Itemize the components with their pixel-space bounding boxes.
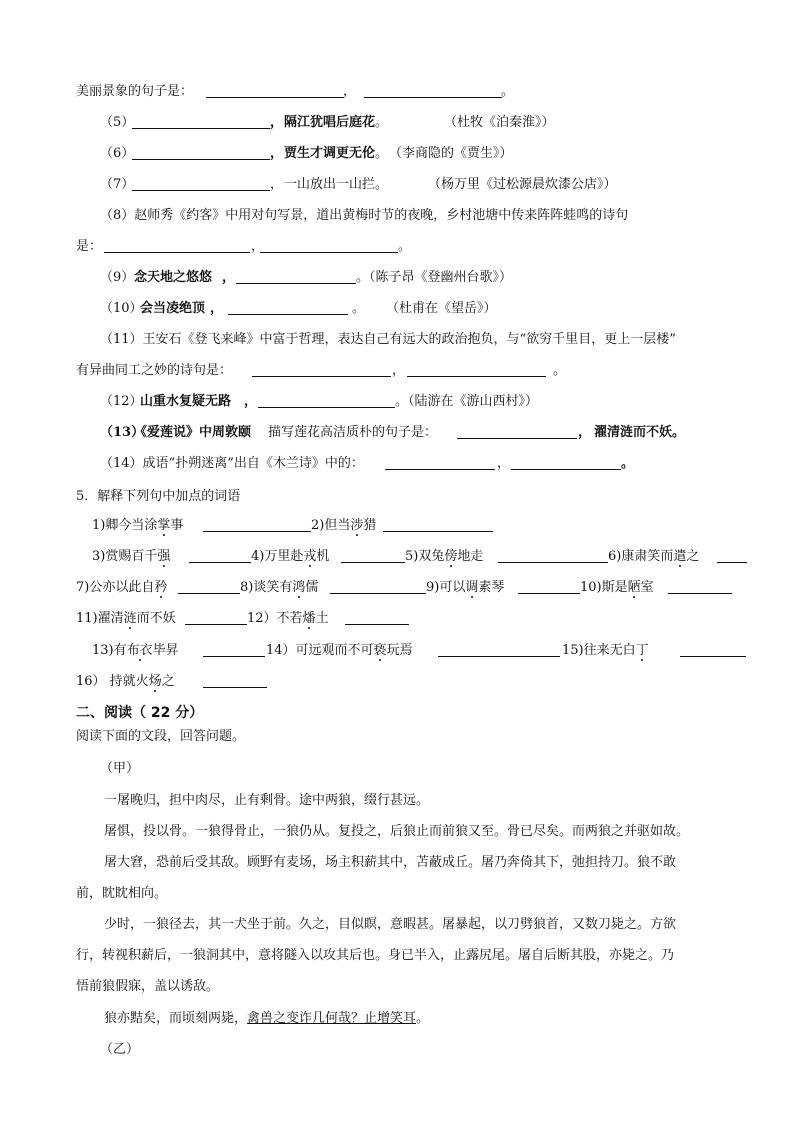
q5-item: 4)万里赴戎机: [251, 549, 330, 564]
text: ，: [578, 425, 592, 440]
item-number: （5）: [100, 115, 135, 130]
text: 是：: [76, 239, 103, 254]
dotted-word: 遣: [673, 549, 687, 564]
text: 5．解释下列句中加点的词语: [76, 489, 241, 504]
text: 有异曲同工之妙的诗句是：: [76, 363, 233, 378]
fill-line-14: [0, 453, 794, 475]
item-number: （9）: [100, 270, 135, 285]
q5-item: 10)斯是陋室: [580, 580, 654, 595]
q5-item: 8)谈笑有鸿儒: [240, 580, 319, 595]
answer-blank[interactable]: [104, 252, 250, 253]
passage-paragraph-cont: [0, 945, 794, 967]
text: ，: [392, 363, 406, 378]
passage-paragraph: [0, 1008, 794, 1030]
text: （甲）: [100, 761, 140, 776]
answer-blank[interactable]: [364, 97, 502, 98]
text: 。: [398, 239, 412, 254]
q5-item: 11)濯清涟而不妖: [76, 611, 176, 626]
passage-paragraph: [0, 790, 794, 812]
dotted-word: 鸿: [292, 580, 306, 595]
text: 屠惧，投以骨。一狼得骨止，一狼仍从。复投之，后狼止而前狼又至。骨已尽矣。而两狼之并驱如故。: [104, 824, 690, 839]
fill-line-9: [0, 267, 794, 289]
answer-blank[interactable]: [407, 376, 546, 377]
text: ，: [270, 146, 284, 161]
verse: 山重水复疑无路: [140, 394, 232, 409]
text: ，: [251, 239, 265, 254]
q5-item: 2)但当涉猎: [311, 518, 377, 533]
section-title: 二、阅读（ 22 分）: [76, 705, 204, 721]
question-8: [0, 205, 794, 227]
verse: 隔江犹唱后庭花: [284, 115, 376, 130]
question-5-title: [0, 486, 794, 508]
text: 悟前狼假寐，盖以诱敌。: [76, 979, 220, 994]
text: 《爱莲说》中周敦颐: [134, 425, 252, 440]
text: 少时，一狼径去，其一犬坐于前。久之，目似瞑，意暇甚。屠暴起，以刀劈狼首，又数刀毙之。方欲: [104, 917, 677, 932]
answer-blank[interactable]: [189, 562, 251, 563]
answer-blank[interactable]: [457, 438, 577, 439]
source: 。（陈子昂《登幽州台歌》）: [356, 270, 513, 285]
section-2-heading: [0, 702, 794, 724]
text: ，: [497, 456, 511, 471]
text: ，: [222, 270, 236, 285]
answer-blank[interactable]: [341, 562, 405, 563]
answer-blank[interactable]: [132, 190, 270, 191]
text: 。: [352, 301, 366, 316]
text: 。: [375, 177, 389, 192]
fill-line-11: [0, 360, 794, 382]
answer-blank[interactable]: [252, 376, 391, 377]
text: 描写莲花高洁质朴的句子是：: [268, 425, 438, 440]
dotted-word: 戎: [303, 549, 317, 564]
q5-item: 14）可远观而不可亵玩焉: [266, 643, 413, 658]
q5-item: 15)往来无白丁: [562, 643, 649, 658]
fill-line-12: [0, 391, 794, 413]
q5-row-1: [0, 515, 794, 537]
dotted-word: 调: [465, 580, 479, 595]
fill-line-8: [0, 236, 794, 258]
text: 。: [375, 115, 389, 130]
text: 前，眈眈相向。: [76, 886, 168, 901]
dotted-word: 傍: [444, 549, 458, 564]
q5-item: 1)卿今当涂掌事: [92, 518, 184, 533]
verse: 会当凌绝顶: [140, 301, 206, 316]
dotted-word: 涉: [350, 518, 364, 533]
answer-blank[interactable]: [203, 656, 265, 657]
fill-line-6: [0, 143, 794, 165]
q5-item: 7)公亦以此自矜: [76, 580, 168, 595]
item-number: （12）: [100, 394, 143, 409]
passage-paragraph-cont: [0, 883, 794, 905]
dotted-word: 亵: [373, 643, 387, 658]
answer-blank[interactable]: [680, 656, 746, 657]
fill-line-7: [0, 174, 794, 196]
answer-blank[interactable]: [258, 407, 395, 408]
text: 。: [553, 363, 567, 378]
answer-blank[interactable]: [518, 593, 580, 594]
text: 一屠晚归，担中肉尽，止有剩骨。途中两狼，缀行甚远。: [104, 793, 430, 808]
q5-item: 16） 持就火炀之: [76, 674, 175, 689]
answer-blank[interactable]: [668, 593, 732, 594]
q5-row-4: [0, 608, 794, 630]
answer-blank[interactable]: [206, 97, 344, 98]
dotted-word: 布衣: [126, 643, 153, 658]
q5-row-2: [0, 546, 794, 568]
source: （杜甫在《望岳》）: [386, 301, 497, 316]
q5-item: 9)可以调素琴: [426, 580, 505, 595]
dotted-word: 强: [157, 549, 171, 564]
answer-blank[interactable]: [330, 593, 426, 594]
answer-blank[interactable]: [236, 283, 356, 284]
fill-line-5: [0, 112, 794, 134]
item-number: （6）: [100, 146, 135, 161]
q5-item: 3)赏赐百千强: [92, 549, 171, 564]
answer-blank[interactable]: [438, 656, 560, 657]
passage-paragraph: [0, 914, 794, 936]
passage-jia-label: [0, 758, 794, 780]
dotted-word: 陋: [627, 580, 641, 595]
q5-row-6: [0, 671, 794, 693]
dotted-word: 矜: [154, 580, 168, 595]
underlined-sentence: 禽兽之变诈几何哉？止增笑耳: [247, 1011, 417, 1026]
verse: 濯清涟而不妖。: [594, 425, 686, 440]
text: 。: [621, 456, 635, 471]
text: （11）王安石《登飞来峰》中富于哲理，表达自己有远大的政治抱负，与“欲穷千里目，更上一层楼”: [100, 332, 676, 347]
text: （14）成语“扑朔迷离”出自《木兰诗》中的：: [100, 456, 364, 471]
verse: 贾生才调更无伦: [284, 146, 376, 161]
text: ，: [343, 84, 357, 99]
text: ，: [244, 394, 258, 409]
text: 屠大窘，恐前后受其敌。顾野有麦场，场主积薪其中，苫蔽成丘。屠乃奔倚其下，弛担持刀。狼不敢: [104, 855, 677, 870]
answer-blank[interactable]: [203, 687, 267, 688]
question-11: [0, 329, 794, 351]
fill-line-10: [0, 298, 794, 320]
source: （杨万里《过松源晨炊漆公店》）: [428, 177, 617, 192]
text: ，: [210, 301, 224, 316]
source: （杜牧《泊秦淮》）: [444, 115, 555, 130]
answer-blank[interactable]: [185, 624, 247, 625]
item-number: （7）: [100, 177, 135, 192]
text: 。: [375, 146, 389, 161]
verse: 一山放出一山拦: [284, 177, 376, 192]
answer-blank[interactable]: [132, 159, 270, 160]
fill-line-intro: [0, 81, 794, 103]
answer-blank[interactable]: [383, 531, 493, 532]
answer-blank[interactable]: [228, 314, 348, 315]
answer-blank[interactable]: [203, 531, 311, 532]
q5-row-3: [0, 577, 794, 599]
dotted-word: 炀: [148, 674, 162, 689]
answer-blank[interactable]: [717, 562, 747, 563]
dotted-word: 掌: [157, 518, 171, 533]
passage-paragraph: [0, 852, 794, 874]
source: （李商隐的《贾生》）: [389, 146, 513, 161]
item-number: （10）: [100, 301, 143, 316]
answer-blank[interactable]: [385, 469, 495, 470]
text: 阅读下面的文段，回答问题。: [76, 729, 246, 744]
answer-blank[interactable]: [511, 469, 621, 470]
section-2-instruction: [0, 726, 794, 748]
text: （乙）: [100, 1042, 140, 1057]
answer-blank[interactable]: [132, 128, 270, 129]
text: 美丽景象的句子是：: [76, 84, 194, 99]
answer-blank[interactable]: [260, 252, 398, 253]
dotted-word: 涟: [123, 611, 137, 626]
q5-item: 6)康肃笑而遣之: [608, 549, 700, 564]
verse: 念天地之悠悠: [134, 270, 213, 285]
q5-item: 5)双兔傍地走: [405, 549, 484, 564]
q5-row-5: [0, 640, 794, 662]
answer-blank[interactable]: [178, 593, 240, 594]
passage-paragraph: [0, 821, 794, 843]
text: ，: [270, 115, 284, 130]
fill-line-13: [0, 422, 794, 444]
passage-paragraph-cont: [0, 976, 794, 998]
answer-blank[interactable]: [345, 624, 409, 625]
dotted-word: 燔: [302, 611, 316, 626]
text: 狼亦黠矣，而顷刻两毙，禽兽之变诈几何哉？止增笑耳。: [104, 1011, 430, 1026]
answer-blank[interactable]: [498, 562, 608, 563]
text: 行，转视积薪后，一狼洞其中，意将隧入以攻其后也。身已半入，止露尻尾。屠自后断其股，亦毙之。乃: [76, 948, 675, 963]
text: （8）赵师秀《约客》中用对句写景，道出黄梅时节的夜晚，乡村池塘中传来阵阵蛙鸣的诗句: [100, 208, 629, 223]
text: ，: [270, 177, 284, 192]
source: 。（陆游在《游山西村》）: [395, 394, 539, 409]
item-number: （13）: [100, 425, 145, 440]
passage-yi-label: [0, 1039, 794, 1061]
q5-item: 12）不若燔土: [247, 611, 329, 626]
q5-item: 13)有布衣毕昇: [92, 643, 179, 658]
text: 。: [501, 84, 515, 99]
dotted-word: 丁: [635, 643, 649, 658]
